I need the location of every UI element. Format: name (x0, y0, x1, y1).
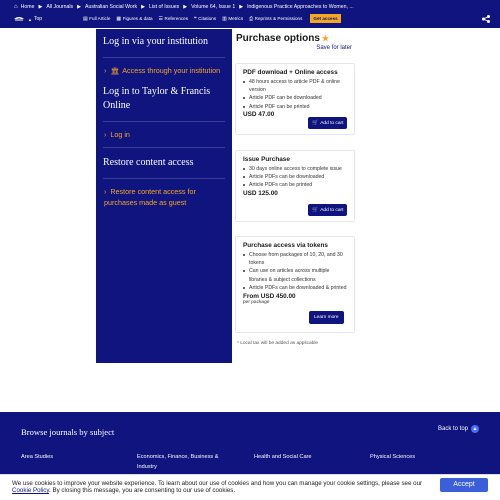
subject-link-economics[interactable]: Economics, Finance, Business & Industry (137, 454, 219, 470)
price-unit: per package (243, 300, 270, 306)
tab-reprints-label: Reprints & Permissions (254, 16, 303, 21)
tab-figures-data-label: Figures & data (122, 16, 153, 21)
subject-link-physical-sciences[interactable]: Physical Sciences (370, 454, 416, 460)
access-institution-link[interactable] (104, 66, 225, 77)
list-item: Choose from packages of 10, 20, and 30 tokens (243, 251, 347, 267)
tab-full-article[interactable] (83, 16, 110, 22)
price: From USD 450.00 (243, 293, 296, 301)
breadcrumb-journal[interactable]: Australian Social Work (85, 4, 138, 10)
breadcrumb-home[interactable]: Home (20, 4, 35, 10)
add-to-cart-label: Add to cart (320, 120, 344, 126)
add-to-cart-button[interactable] (308, 204, 347, 216)
list-item: Article PDFs can be printed (243, 181, 347, 189)
access-login-panel (96, 29, 232, 363)
article-toolbar (83, 13, 341, 24)
learn-more-button[interactable]: Learn more (309, 311, 344, 324)
subject-link-health-social-care[interactable]: Health and Social Care (254, 454, 312, 460)
chevron-right-icon: › (104, 189, 107, 196)
chevron-right-icon: ▶ (38, 4, 43, 10)
image-icon: ▦ (116, 15, 122, 22)
purchase-card-pdf-download (235, 63, 355, 135)
breadcrumb-article[interactable]: Indigenous Practice Approaches to Women, ... (247, 4, 354, 10)
card-title: PDF download + Online access (243, 69, 338, 76)
chevron-right-icon: › (104, 68, 107, 75)
log-in-link[interactable] (104, 130, 225, 141)
chevron-right-icon: ▶ (183, 4, 188, 10)
purchase-options-title-text: Purchase options (236, 33, 320, 44)
tab-figures-data[interactable] (116, 16, 152, 22)
cookie-policy-link[interactable]: Cookie Policy (12, 487, 50, 495)
top-navigation-bar (0, 0, 500, 28)
top-link[interactable] (28, 16, 42, 22)
divider (103, 178, 225, 179)
tab-reprints-permissions[interactable] (249, 16, 302, 22)
purchase-card-tokens (235, 236, 355, 333)
top-label: Top (33, 16, 43, 22)
breadcrumb-issue[interactable]: Volume 64, Issue 1 (191, 4, 236, 10)
cookie-text-part-1: We use cookies to improve your website experience. To learn about our use of cookies and how you can manage your cookie settings, please see our (12, 480, 423, 487)
add-to-cart-button[interactable] (308, 117, 347, 129)
chevron-right-icon: ▶ (141, 4, 145, 10)
institution-icon: 🏛 (110, 68, 120, 75)
back-to-top-label: Back to top (438, 426, 469, 432)
cookie-text-part-2: . By closing this message, you are consenting to our use of cookies. (49, 487, 236, 495)
price: USD 125.00 (243, 189, 278, 197)
chevron-right-icon: › (104, 132, 107, 139)
tab-metrics[interactable] (222, 16, 243, 22)
get-access-button[interactable]: Get access (310, 14, 340, 23)
card-title: Issue Purchase (243, 156, 290, 163)
chevron-right-icon: ▶ (77, 4, 82, 10)
breadcrumb-list-of-issues[interactable]: List of Issues (148, 4, 180, 10)
add-to-cart-label: Add to cart (320, 207, 344, 213)
list-item: Article PDF can be printed (243, 103, 347, 111)
restore-access-heading: Restore content access (103, 157, 194, 168)
purchase-card-issue (235, 150, 355, 222)
tab-full-article-label: Full Article (89, 16, 111, 21)
home-icon: ⌂ (14, 4, 18, 10)
tab-citations-label: Citations (198, 16, 217, 21)
chevron-right-icon: ▶ (239, 4, 244, 10)
list-item: Article PDF can be downloaded (243, 94, 347, 102)
divider (103, 121, 225, 122)
document-icon: ▤ (83, 15, 88, 22)
list-icon: ☰ (158, 15, 164, 22)
list-item: 30 days online access to complete issue (243, 165, 347, 173)
accept-cookies-button[interactable]: Accept (440, 478, 488, 492)
bar-chart-icon: ▥ (222, 15, 227, 22)
save-for-later-link[interactable]: Save for later (316, 45, 352, 51)
tab-metrics-label: Metrics (228, 16, 244, 21)
purchase-options-title (236, 33, 356, 44)
divider (103, 147, 225, 148)
cookie-message (12, 480, 437, 495)
arrow-up-icon: ▲ (472, 426, 478, 432)
feature-list (243, 78, 347, 111)
tab-citations[interactable] (194, 16, 216, 22)
list-item: Can use on articles across multiple libraries & subject collections (243, 267, 347, 283)
list-item: Article PDFs can be downloaded (243, 173, 347, 181)
share-icon[interactable] (481, 14, 491, 24)
breadcrumb (14, 2, 354, 12)
star-icon: ★ (321, 34, 330, 43)
tab-references[interactable] (159, 16, 188, 22)
breadcrumb-all-journals[interactable]: All Journals (46, 4, 74, 10)
cookie-banner (0, 474, 500, 500)
institution-login-heading: Log in via your institution (103, 36, 208, 47)
restore-access-label: Restore content access for purchases made as guest (104, 187, 196, 207)
back-to-top-link[interactable] (438, 425, 479, 433)
feature-list (243, 165, 347, 190)
restore-access-link[interactable] (104, 187, 225, 208)
price: USD 47.00 (243, 110, 275, 118)
tax-note: * Local tax will be added as applicable (237, 341, 319, 346)
tab-references-label: References (164, 16, 189, 21)
subject-link-area-studies[interactable]: Area Studies (21, 454, 54, 460)
quote-icon: ❝ (194, 15, 197, 22)
divider (103, 57, 225, 58)
log-in-label: Log in (110, 130, 130, 139)
list-item: Article PDFs can be downloaded & printed (243, 284, 347, 292)
cart-icon: 🛒 (312, 120, 319, 126)
card-title: Purchase access via tokens (243, 242, 328, 249)
browse-subjects-heading: Browse journals by subject (21, 427, 115, 437)
tf-login-heading: Log in to Taylor & Francis Online (103, 86, 211, 111)
chevron-up-icon: ▲ (28, 16, 32, 22)
feature-list (243, 251, 347, 292)
printer-icon: ⎙ (249, 15, 254, 22)
cart-icon: 🛒 (312, 207, 319, 213)
list-item: 48 hours access to article PDF & online version (243, 78, 347, 94)
access-institution-label: Access through your institution (122, 66, 221, 75)
publisher-logo-icon[interactable] (14, 15, 24, 21)
